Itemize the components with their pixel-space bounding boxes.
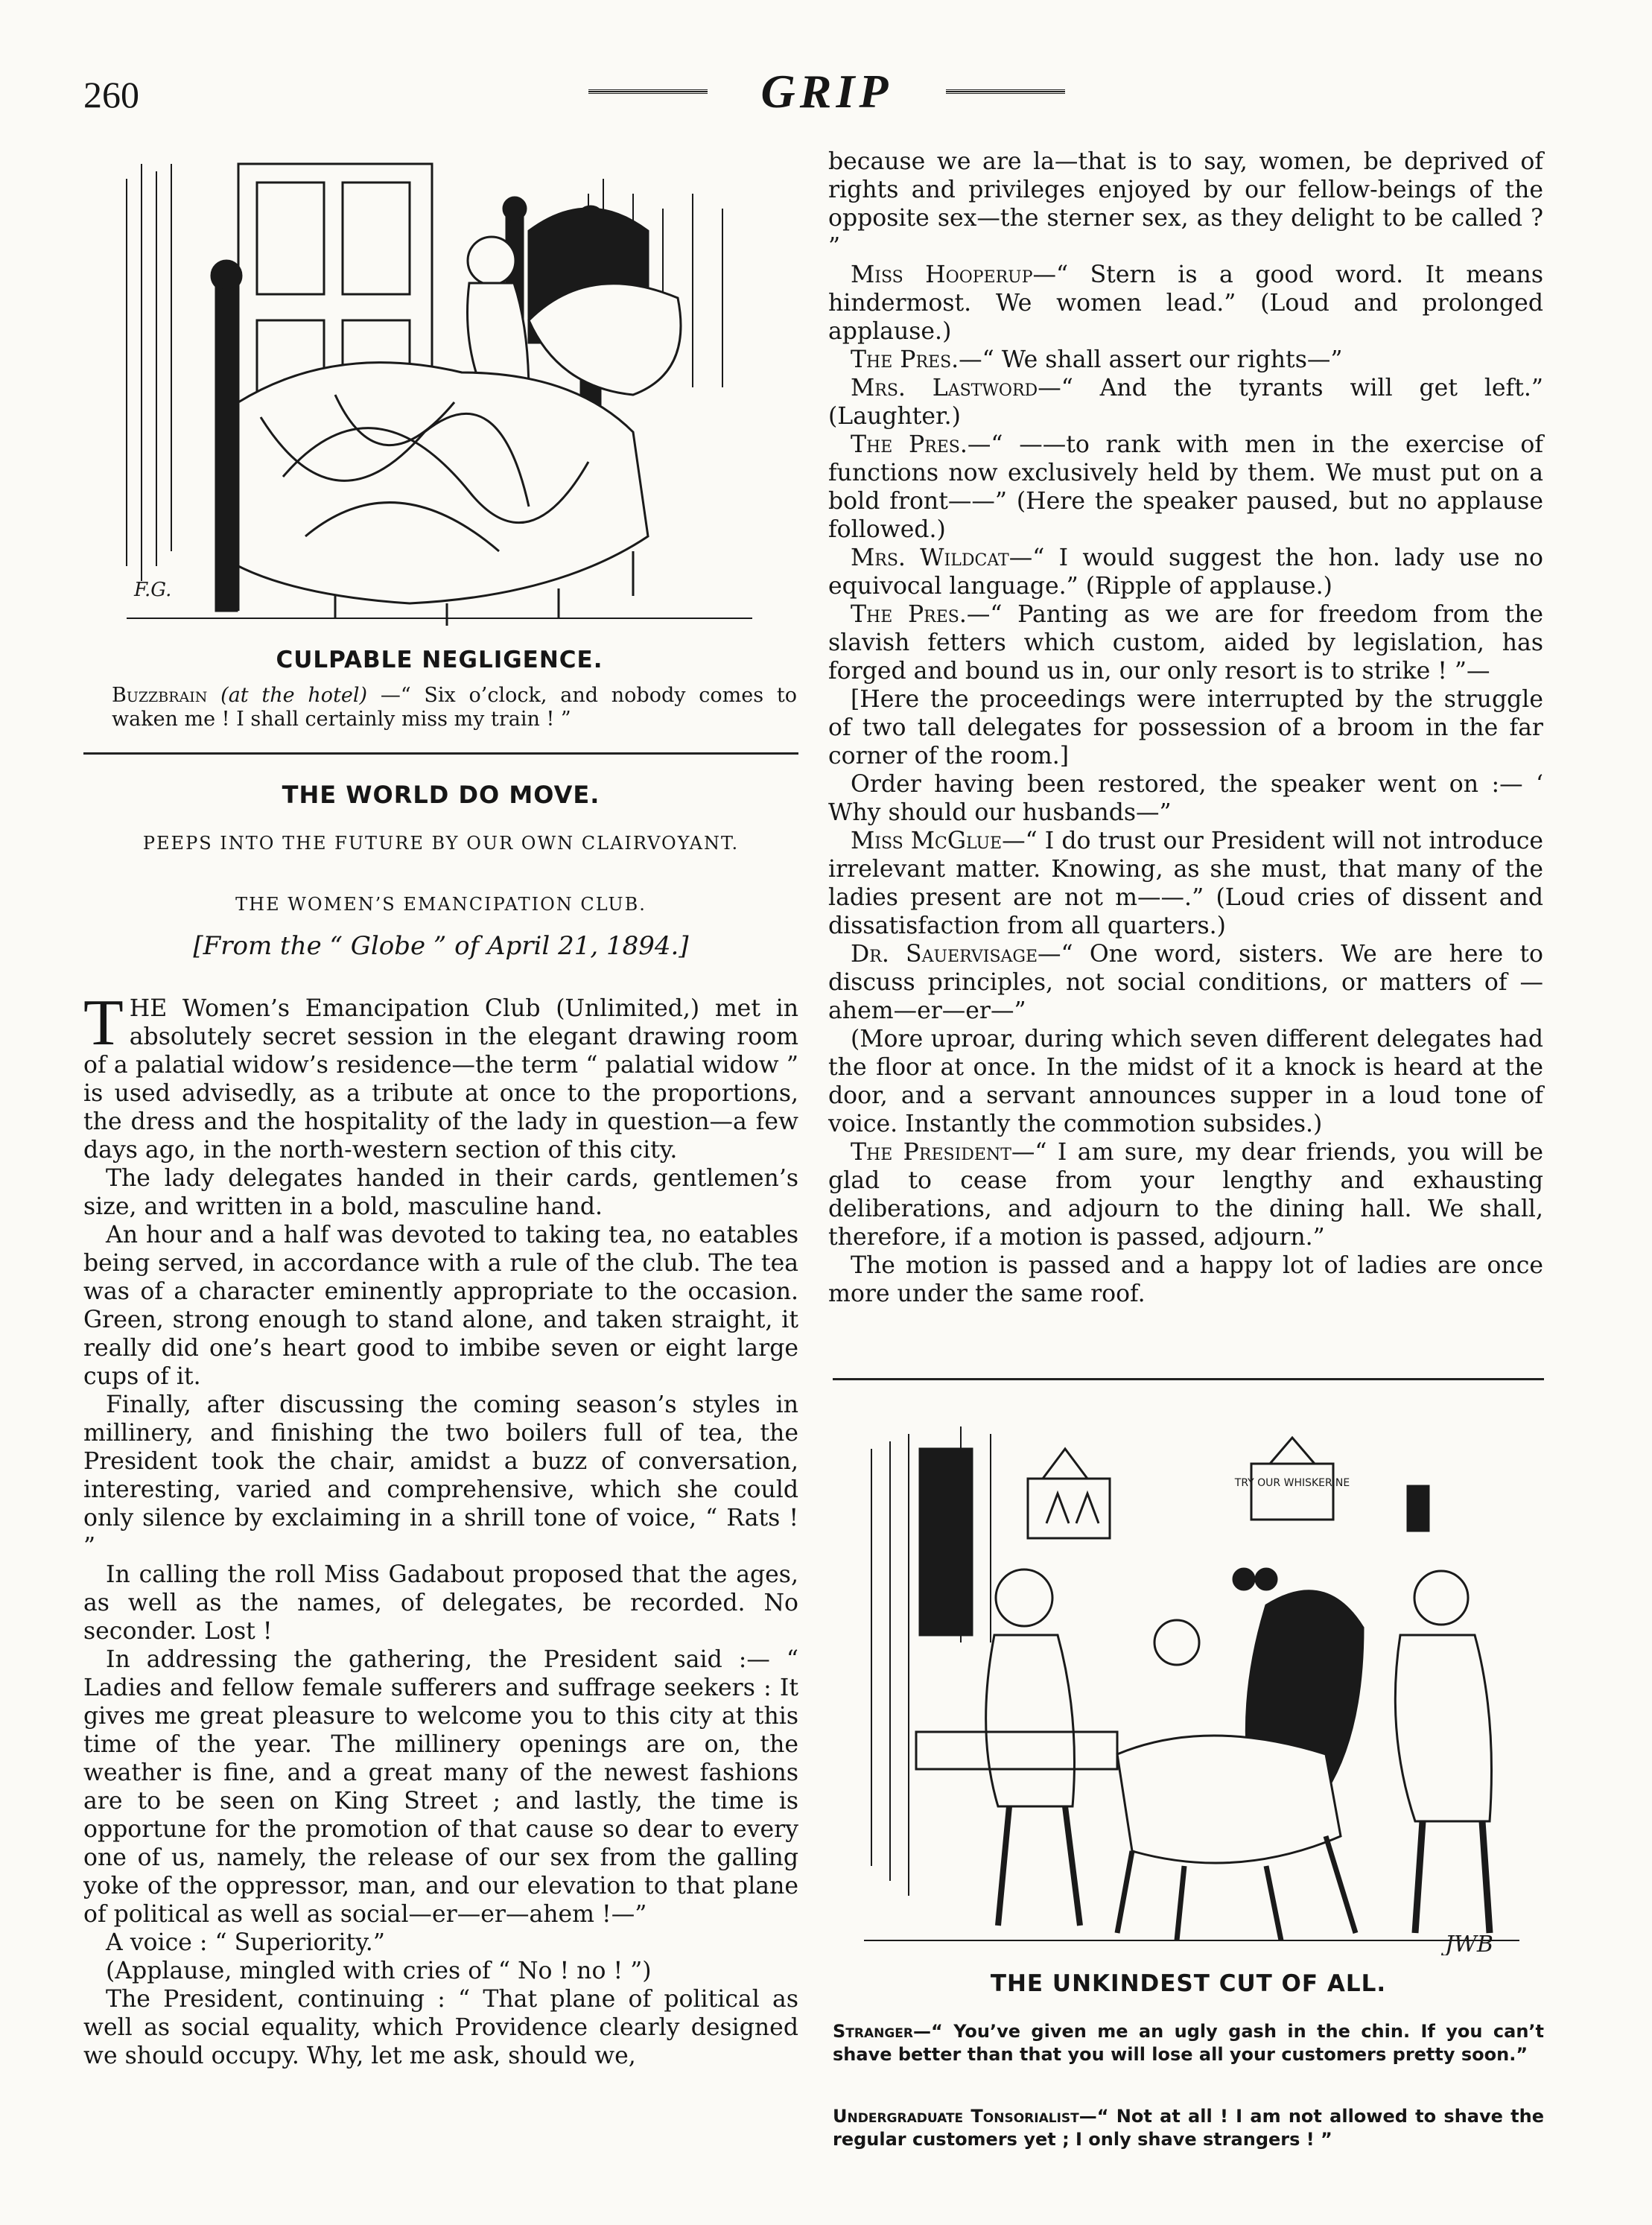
divider-1 [83, 752, 798, 755]
dateline: [From the “ Globe ” of April 21, 1894.] [193, 931, 689, 961]
right-paragraph: [Here the proceedings were interrupted by the struggle of two tall delegates for possession of a broom in the far corner of the room.] [828, 686, 1543, 769]
right-paragraph: Order having been restored, the speaker went on :— ‘ Why should our husbands—” [828, 771, 1543, 826]
paragraph-3: An hour and a half was devoted to taking tea, no eatables being served, in accordance with a rule of the club. The tea was of a character eminently appropriate to the occasion. Green, strong enough to stand alone, and taken straight, it really did one’s heart good to imbibe seven or eight large cups of it. [83, 1222, 798, 1390]
divider-2 [833, 1378, 1544, 1380]
cartoon1-title: CULPABLE NEGLIGENCE. [276, 647, 603, 673]
paragraph-8: (Applause, mingled with cries of “ No ! no ! ”) [106, 1958, 652, 1984]
paragraph-6: In addressing the gathering, the President said :— “ Ladies and fellow female sufferers and suffrage seekers : It gives me great pleasure to welcome you to this city at this time of the year. The millinery openings are on, the weather is fine, and a great many of the newest fashions are to be seen on King Street ; and lastly, the time is opportune for the promotion of that cause so dear to every one of us, namely, the release of our sex from the galling yoke of the oppressor, man, and our elevation to that plane of political as well as social—er—er—ahem !—” [83, 1646, 798, 1928]
cartoon1-speaker: Buzzbrain [112, 684, 208, 707]
right-paragraph: The motion is passed and a happy lot of ladies are once more under the same roof. [828, 1252, 1543, 1307]
page-number: 260 [83, 74, 139, 115]
barber-illustration [849, 1419, 1534, 1955]
paragraph-4: Finally, after discussing the coming season’s styles in millinery, and finishing the two boilers full of tea, the President took the chair, amidst a buzz of conversation, interesting, varied and comprehensive, which she could only silence by exclaiming in a shrill tone of voice, “ Rats ! ” [83, 1391, 798, 1560]
cartoon1-signature: F.G. [134, 579, 172, 601]
masthead-rule-left [588, 89, 708, 94]
right-paragraph: The President—“ I am sure, my dear friends, you will be glad to cease from your lengthy and exhausting deliberations, and adjourn to the dining hall. We shall, therefore, if a motion is passed, adjourn.” [828, 1139, 1543, 1251]
paragraph-1: THE Women’s Emancipation Club (Unlimited,) met in absolutely secret session in the elegant drawing room of a palatial widow’s residence—the term “ palatial widow ” is used advisedly, as a tribute at once to the proportions, the dress and the hospitality of the lady in question—a few days ago, in the north-western section of this city. [83, 987, 798, 1164]
right-paragraph: (More uproar, during which seven different delegates had the floor at once. In the midst of it a knock is heard at the door, and a servant announces supper in a loud tone of voice. Instantly the commotion subsides.) [828, 1026, 1543, 1137]
cartoon-culpable-negligence [112, 149, 767, 633]
cartoon1-text: —“ Six o’clock, and nobody comes to waken me ! I shall certainly miss my train ! ” [112, 684, 797, 731]
right-paragraph: because we are la—that is to say, women, be deprived of rights and privileges enjoyed by our fellow-beings of the opposite sex—the sterner sex, as they delight to be called ? ” [828, 148, 1543, 260]
club-heading: THE WOMEN’S EMANCIPATION CLUB. [235, 894, 646, 915]
paragraph-2: The lady delegates handed in their cards, gentlemen’s size, and written in a bold, masculine hand. [83, 1165, 798, 1220]
whiskerine-sign: TRY OUR WHISKERINE [1234, 1477, 1350, 1489]
article-title: THE WORLD DO MOVE. [282, 781, 600, 809]
cartoon-unkindest-cut [849, 1419, 1534, 1955]
cartoon2-title: THE UNKINDEST CUT OF ALL. [990, 1970, 1387, 1997]
right-paragraph: The Pres.—“ Panting as we are for freedom from the slavish fetters which custom, aided by legislation, has forged and bound us in, our only resort is to strike ! ”— [828, 601, 1544, 685]
cartoon2-caption-1: Stranger—“ You’ve given me an ugly gash in the chin. If you can’t shave better than that you will lose all your customers pretty soon.” [833, 2021, 1544, 2065]
drop-cap: T [83, 987, 124, 1059]
masthead-rule-right [946, 89, 1065, 94]
cartoon1-caption [112, 684, 797, 731]
paragraph-9: The President, continuing : “ That plane of political as well as social equality, which Providence clearly designed we should occupy. Why, let me ask, should we, [83, 1986, 798, 2069]
paragraph-5: In calling the roll Miss Gadabout proposed that the ages, as well as the names, of delegates, be recorded. No seconder. Lost ! [83, 1561, 798, 1645]
article-subtitle: PEEPS INTO THE FUTURE BY OUR OWN CLAIRVOYANT. [142, 833, 740, 854]
right-paragraph: The Pres.—“ ——to rank with men in the exercise of functions now exclusively held by them. We must put on a bold front——” (Here the speaker paused, but no applause followed.) [828, 431, 1543, 543]
paragraph-7: A voice : “ Superiority.” [106, 1929, 385, 1956]
cartoon2-signature: JWB [1445, 1932, 1493, 1955]
right-paragraph: Miss McGlue—“ I do trust our President will not introduce irrelevant matter. Knowing, as she must, that many of the ladies present are not m——.” (Loud cries of dissent and dissatisfaction from all quarters.) [828, 828, 1543, 939]
right-paragraph: Mrs. Wildcat—“ I would suggest the hon. lady use no equivocal language.” (Ripple of applause.) [828, 545, 1544, 600]
right-paragraph: Mrs. Lastword—“ And the tyrants will get left.” (Laughter.) [828, 375, 1543, 430]
right-paragraph: The Pres.—“ We shall assert our rights—” [851, 346, 1343, 373]
bed-illustration [112, 149, 767, 633]
cartoon1-stage: (at the hotel) [220, 684, 368, 707]
right-paragraph: Dr. Sauervisage—“ One word, sisters. We are here to discuss principles, not social conditions, or matters of —ahem—er—er—” [828, 941, 1543, 1024]
left-column [83, 987, 798, 2070]
right-paragraph: Miss Hooperup—“ Stern is a good word. It means hindermost. We women lead.” (Loud and prolonged applause.) [828, 261, 1543, 345]
cartoon2-caption-2: Undergraduate Tonsorialist—“ Not at all ! I am not allowed to shave the regular customers yet ; I only shave strangers ! ” [833, 2106, 1544, 2150]
masthead [588, 64, 1065, 116]
right-column [828, 147, 1543, 1308]
publication-title: GRIP [760, 65, 893, 118]
